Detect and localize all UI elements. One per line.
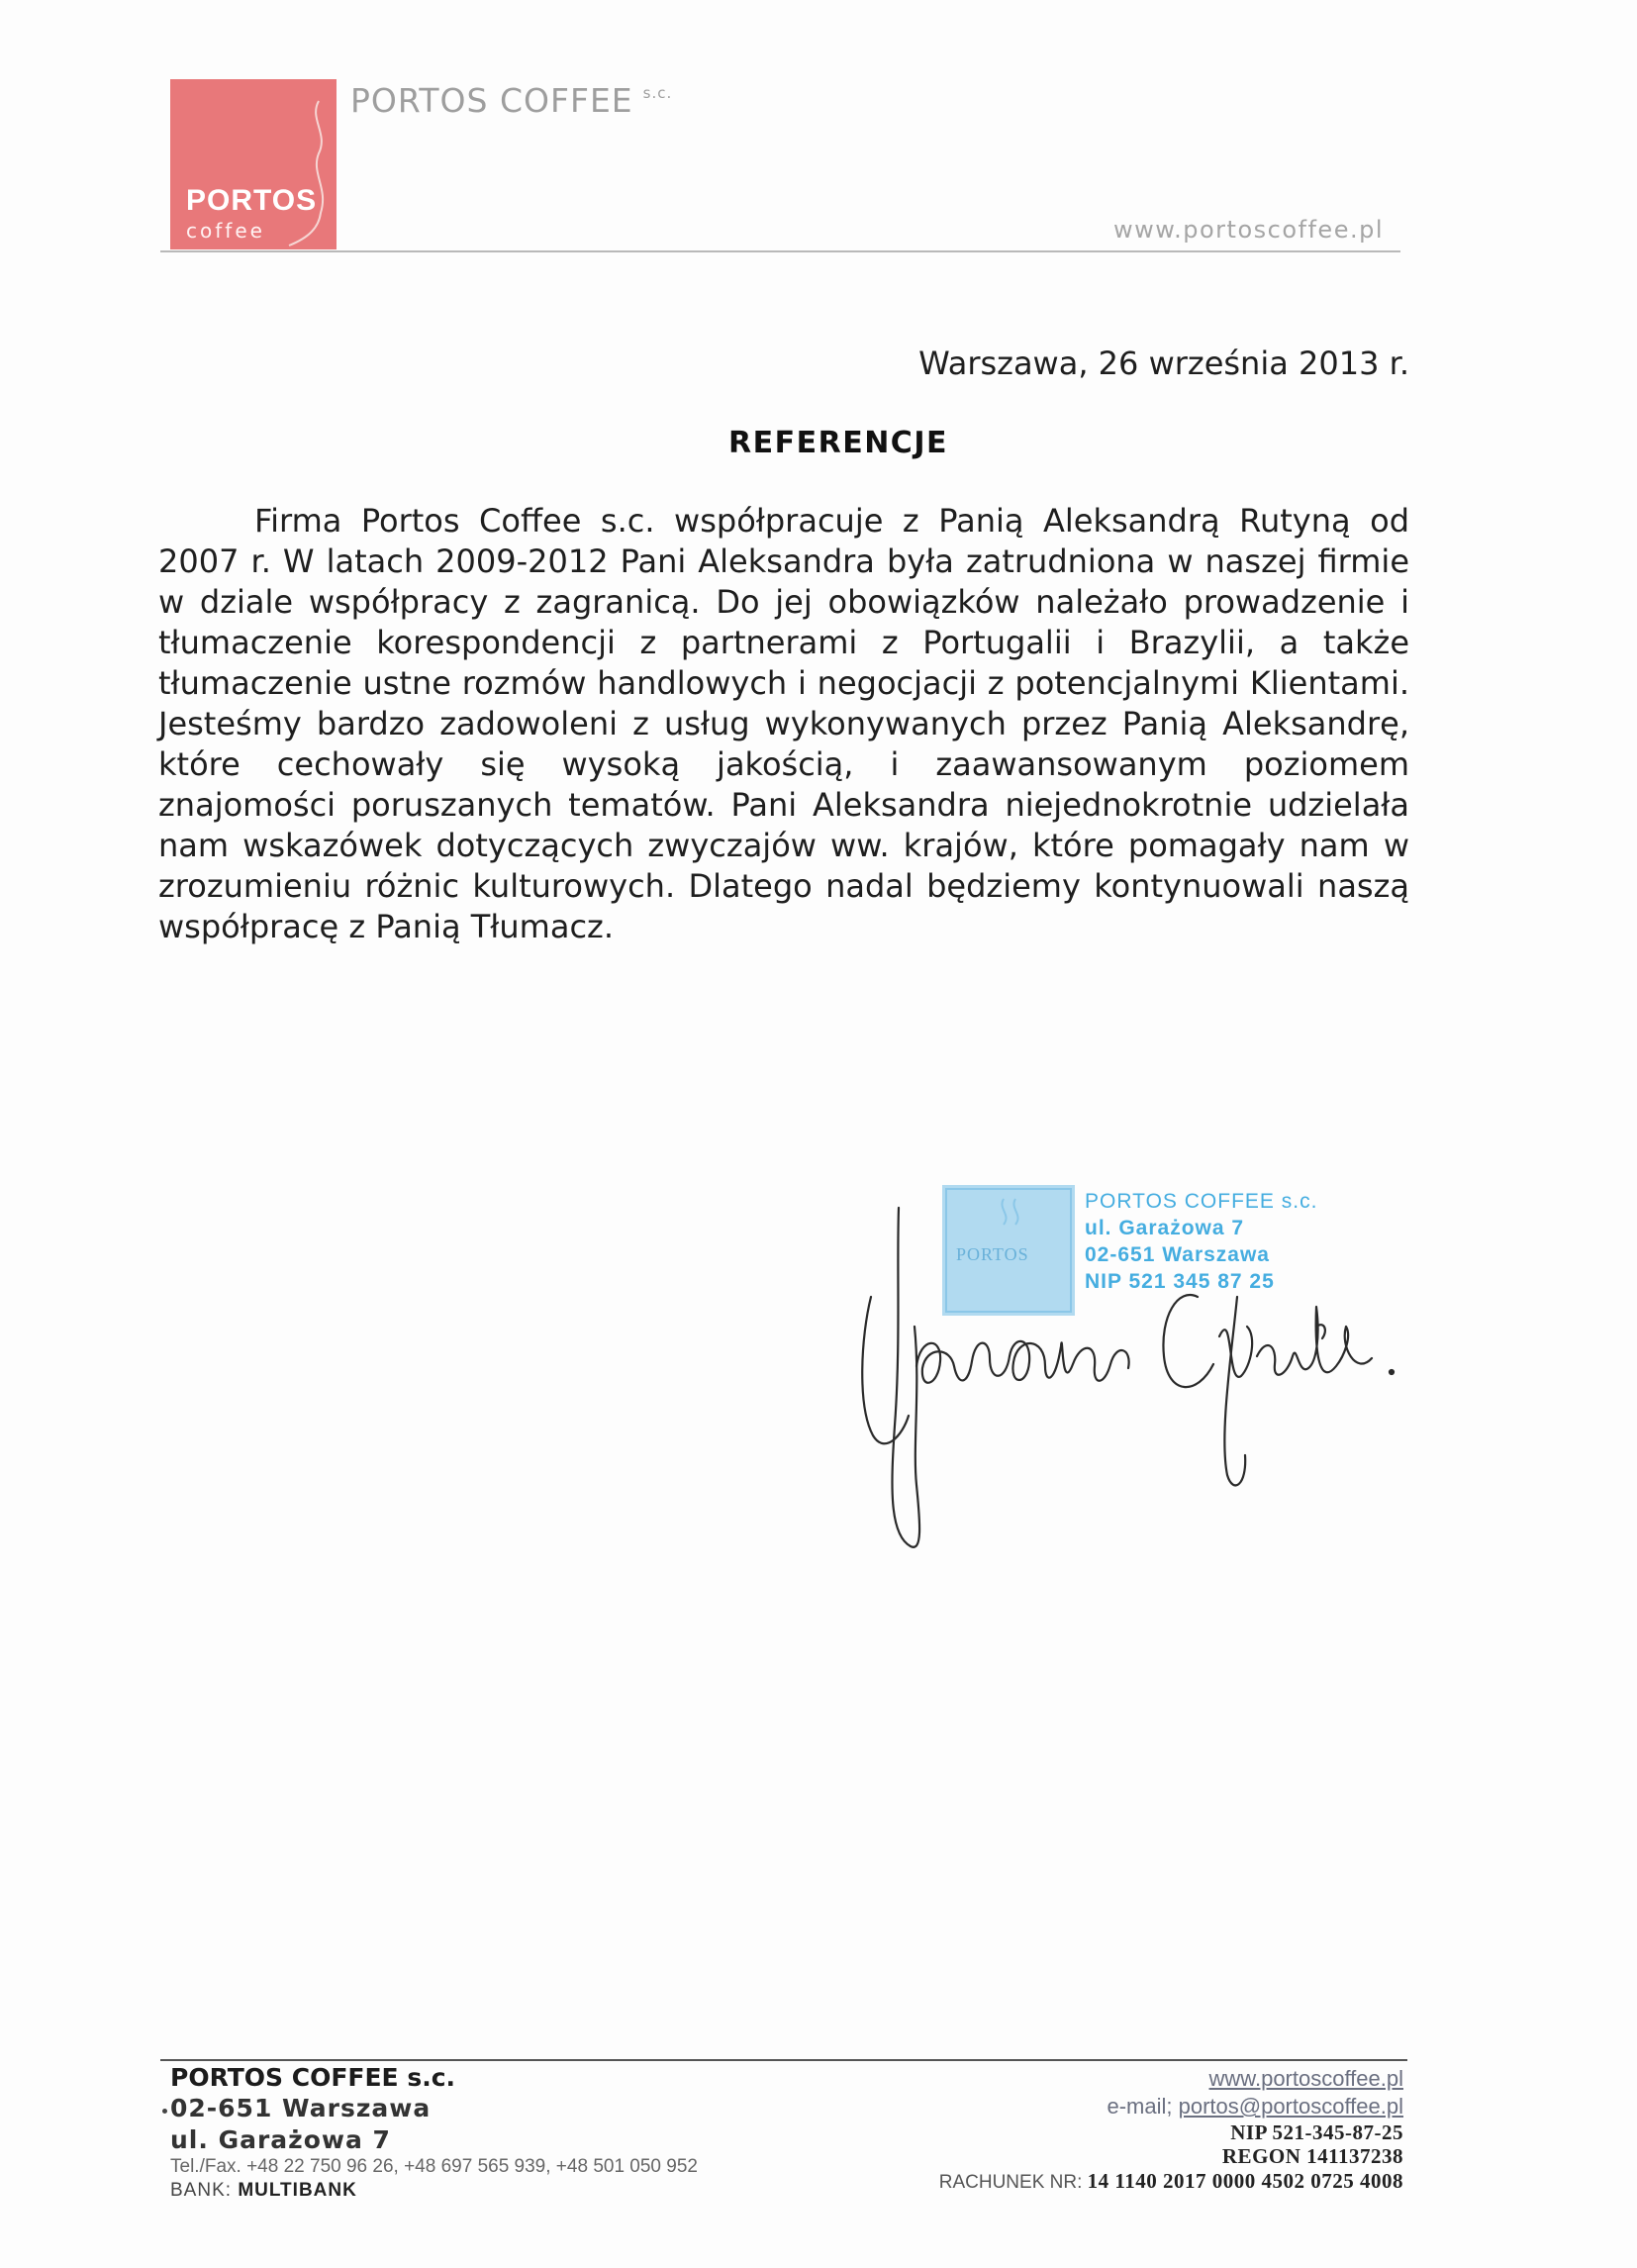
letter-date: Warszawa, 26 września 2013 r. (918, 345, 1409, 382)
letter-body: Firma Portos Coffee s.c. współpracuje z Panią Aleksandrą Rutyną od 2007 r. W latach 2009-2012 Pani Aleksandra była zatrudniona w naszej firmie w dziale współpracy z zagranicą. Do jej obowiązków należało prowadzenie i tłumaczenie korespondencji z partnerami z Portugalii i Brazylii, a także tłumaczenie ustne rozmów handlowych i negocjacji z potencjalnymi Klientami. Jesteśmy bardzo zadowoleni z usług wykonywanych przez Panią Aleksandrę, które cechowały się wysoką jakością, i zaawansowanym poziomem znajomości poruszanych tematów. Pani Aleksandra niejednokrotnie udzielała nam wskazówek dotyczących zwyczajów ww. krajów, które pomagały nam w zrozumieniu różnic kulturowych. Dlatego nadal będziemy kontynuowali naszą współpracę z Panią Tłumacz. (158, 502, 1409, 945)
stamp-line-company: PORTOS COFFEE s.c. (1085, 1190, 1318, 1213)
footer-company: PORTOS COFFEE s.c. (170, 2063, 456, 2092)
handwritten-signature (851, 1188, 1405, 1584)
stamp-line-street: ul. Garażowa 7 (1085, 1217, 1245, 1239)
header-company-name: PORTOS COFFEE $^{s.c.}$ (350, 81, 673, 120)
footer-phone: Tel./Fax. +48 22 750 96 26, +48 697 565 939, +48 501 050 952 (170, 2156, 698, 2177)
footer-address (170, 2063, 698, 2204)
logo-steam-icon (170, 79, 337, 249)
footer-regon: REGON 141137238 (1221, 2144, 1403, 2168)
header-divider (160, 250, 1400, 252)
footer-street: ul. Garażowa 7 (170, 2125, 391, 2154)
footer-website-link[interactable]: www.portoscoffee.pl (1208, 2066, 1403, 2091)
footer-account: RACHUNEK NR: 14 1140 2017 0000 4502 0725 4008 (938, 2169, 1403, 2193)
footer-divider (160, 2059, 1407, 2061)
footer-city: 02-651 Warszawa (170, 2094, 432, 2122)
header-website: www.portoscoffee.pl (1112, 216, 1384, 244)
stamp-box-text: PORTOS (956, 1244, 1029, 1264)
footer-account-number: 14 1140 2017 0000 4502 0725 4008 (1087, 2169, 1403, 2193)
logo-text-top: PORTOS (186, 184, 318, 217)
footer-contact (939, 2065, 1403, 2196)
footer-bank: BANK: MULTIBANK (170, 2180, 357, 2201)
header-company-suffix: s.c. (642, 84, 673, 102)
bullet-mark (162, 2109, 167, 2114)
footer-nip: NIP 521-345-87-25 (1230, 2120, 1403, 2144)
logo-text-bottom: coffee (186, 219, 265, 243)
footer-bank-name: MULTIBANK (238, 2180, 357, 2201)
footer-email: e-mail; portos@portoscoffee.pl (1107, 2094, 1403, 2119)
stamp-line-city: 02-651 Warszawa (1085, 1243, 1270, 1266)
stamp-line-nip: NIP 521 345 87 25 (1085, 1270, 1275, 1293)
footer-email-link[interactable]: portos@portoscoffee.pl (1178, 2094, 1403, 2119)
letter-title: REFERENCJE (728, 426, 948, 460)
company-logo (170, 79, 337, 249)
